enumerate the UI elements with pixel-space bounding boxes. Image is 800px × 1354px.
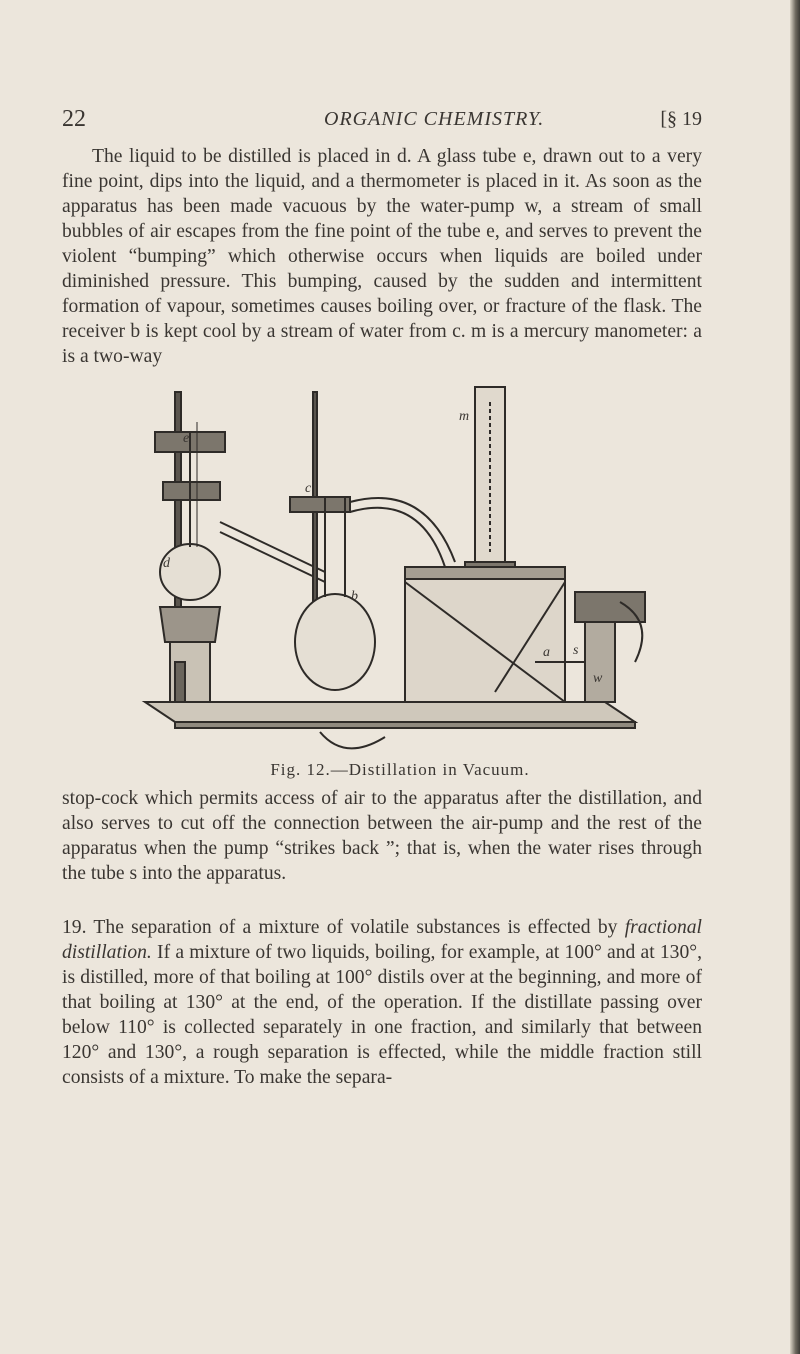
page-number: 22 bbox=[62, 106, 86, 132]
figure-caption: Fig. 12.—Distillation in Vacuum. bbox=[270, 760, 530, 779]
svg-text:c: c bbox=[305, 481, 312, 496]
page-edge-shadow bbox=[790, 0, 800, 1354]
section-number: 19. bbox=[62, 917, 87, 938]
paragraph-fractional-distillation bbox=[62, 915, 702, 1090]
svg-text:a: a bbox=[543, 645, 550, 660]
svg-text:e: e bbox=[183, 431, 190, 446]
paragraph-distillation-description: The liquid to be distilled is placed in d. A glass tube e, drawn out to a very fine point, dips into the liquid, and a thermometer is placed in it. As soon as the apparatus has been made vacuous by the water-pump w, a stream of small bubbles of air escapes from the fine point of the tube e, and serves to prevent the violent “bumping” which otherwise occurs when liquids are boiled under diminished pressure. This bumping, caused by the sudden and intermittent formation of vapour, sometimes causes boiling over, or fracture of the flask. The receiver b is kept cool by a stream of water from c. m is a mercury manometer: a is a two-way bbox=[62, 146, 702, 367]
text-after-term: If a mixture of two liquids, boiling, for example, at 100° and at 130°, is distilled, more of that boiling at 100° distils over at the beginning, and more of that boiling at 130° at the end, of the operation. If the distillate passing over below 110° is collected separately in one fraction, and similarly that between 120° and 130°, a rough separation is effected, while the middle fraction still consists of a mixture. To make the separa- bbox=[62, 942, 702, 1088]
section-marker: [§ 19 bbox=[660, 108, 702, 130]
figure-distillation-apparatus bbox=[115, 372, 675, 762]
svg-text:d: d bbox=[163, 556, 170, 571]
svg-text:b: b bbox=[351, 589, 358, 604]
term-fractional-distillation: fractional distillation. bbox=[62, 917, 702, 963]
svg-text:w: w bbox=[593, 671, 603, 686]
svg-text:m: m bbox=[459, 409, 470, 424]
svg-text:s: s bbox=[573, 643, 579, 658]
running-header bbox=[62, 106, 702, 136]
text-before-term: The separation of a mixture of volatile substances is effected by bbox=[86, 917, 625, 938]
running-title: ORGANIC CHEMISTRY. bbox=[324, 108, 545, 130]
paragraph-stopcock: stop-cock which permits access of air to the apparatus after the distillation, and also serves to cut off the connection between the air-pump and the rest of the apparatus when the pump “strikes back ”; that is, when the water rises through the tube s into the apparatus. bbox=[62, 788, 702, 884]
